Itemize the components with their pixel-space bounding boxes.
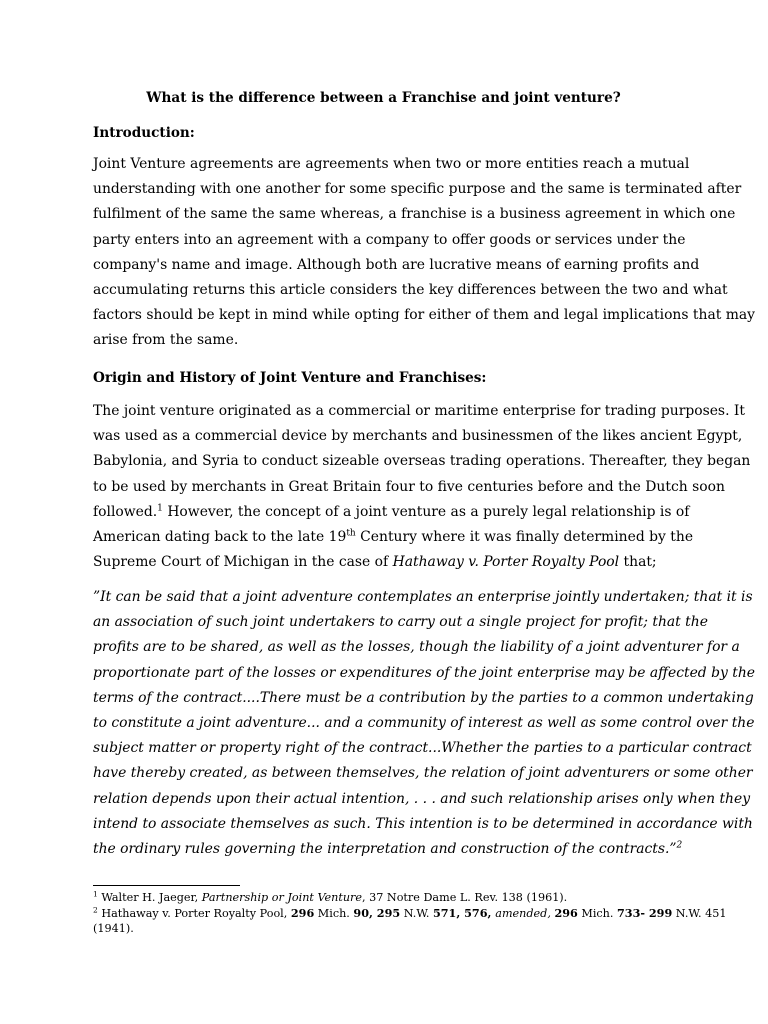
quote-line: proportionate part of the losses or expenditures of the joint enterprise may be affected by the <box>93 664 756 681</box>
case-name: Hathaway v. Porter Royalty Pool <box>392 554 620 571</box>
text-line: Joint Venture agreements are agreements when two or more entities reach a mutual <box>93 156 690 172</box>
page-title: What is the difference between a Franchise and joint venture? <box>146 90 621 106</box>
quote-line: subject matter or property right of the contract...Whether the parties to a particular contract <box>93 740 752 757</box>
block-quote <box>93 585 756 862</box>
text-line: party enters into an agreement with a company to offer goods or services under the <box>93 231 686 248</box>
introduction-paragraph <box>93 152 756 354</box>
text-line: arise from the same. <box>93 332 239 349</box>
text-line: accumulating returns this article considers the key differences between the two and what <box>93 281 728 298</box>
quote-line: terms of the contract....There must be a contribution by the parties to a common undertaking <box>93 689 754 706</box>
text-line: was used as a commercial device by merchants and businessmen of the likes ancient Egypt, <box>93 428 743 445</box>
footnote-1: $^1$ Walter H. Jaeger, Partnership or Joint Venture, 37 Notre Dame L. Rev. 138 (1961). <box>93 889 568 904</box>
footnote-2: $^2$ Hathaway v. Porter Royalty Pool, 296 Mich. 90, 295 N.W. 571, 576, amended, 296 Mich. 733- 299 N.W. 451 <box>93 904 727 920</box>
text-line: to be used by merchants in Great Britain four to five centuries before and the Dutch soon <box>93 478 725 495</box>
text-line: company's name and image. Although both are lucrative means of earning profits and <box>93 256 700 273</box>
footnote-ref-1: 1 <box>157 503 163 514</box>
quote-line: intend to associate themselves as such. This intention is to be determined in accordance with <box>93 815 753 832</box>
text-line: fulfilment of the same the same whereas, a franchise is a business agreement in which one <box>93 206 736 223</box>
quote-line: to constitute a joint adventure... and a community of interest as well as some control over the <box>93 714 755 731</box>
footnotes <box>93 889 727 937</box>
text-line: The joint venture originated as a commercial or maritime enterprise for trading purposes. It <box>93 403 745 419</box>
footnote-2-continued: (1941). <box>93 922 134 935</box>
text-line: followed.$^1$ However, the concept of a joint venture as a purely legal relationship is of <box>93 503 690 520</box>
text-line: understanding with one another for some specific purpose and the same is terminated after <box>93 181 742 198</box>
quote-line: relation depends upon their actual intention, . . . and such relationship arises only when they <box>93 790 751 807</box>
text-line: American dating back to the late 19th Century where it was finally determined by the <box>93 528 694 545</box>
origin-paragraph <box>93 399 751 575</box>
quote-line: an association of such joint undertakers to carry out a single project for profit; that the <box>93 614 708 631</box>
text-line: factors should be kept in mind while opting for either of them and legal implications that may <box>93 307 756 324</box>
footnote-separator <box>93 885 240 886</box>
origin-heading: Origin and History of Joint Venture and Franchises: <box>93 370 487 386</box>
text-line: Supreme Court of Michigan in the case of Hathaway v. Porter Royalty Pool that; <box>93 554 657 571</box>
quote-line: ”It can be said that a joint adventure contemplates an enterprise jointly undertaken; that it is <box>93 589 753 605</box>
introduction-heading: Introduction: <box>93 125 195 141</box>
quote-line: profits are to be shared, as well as the losses, though the liability of a joint adventurer for a <box>93 639 740 656</box>
footnote-ref-2: 2 <box>676 840 683 851</box>
quote-line: the ordinary rules governing the interpretation and construction of the contracts.”$^2$ <box>93 840 683 857</box>
text-line: Babylonia, and Syria to conduct sizeable overseas trading operations. Thereafter, they began <box>93 453 751 470</box>
quote-line: have thereby created, as between themselves, the relation of joint adventurers or some other <box>93 765 753 782</box>
